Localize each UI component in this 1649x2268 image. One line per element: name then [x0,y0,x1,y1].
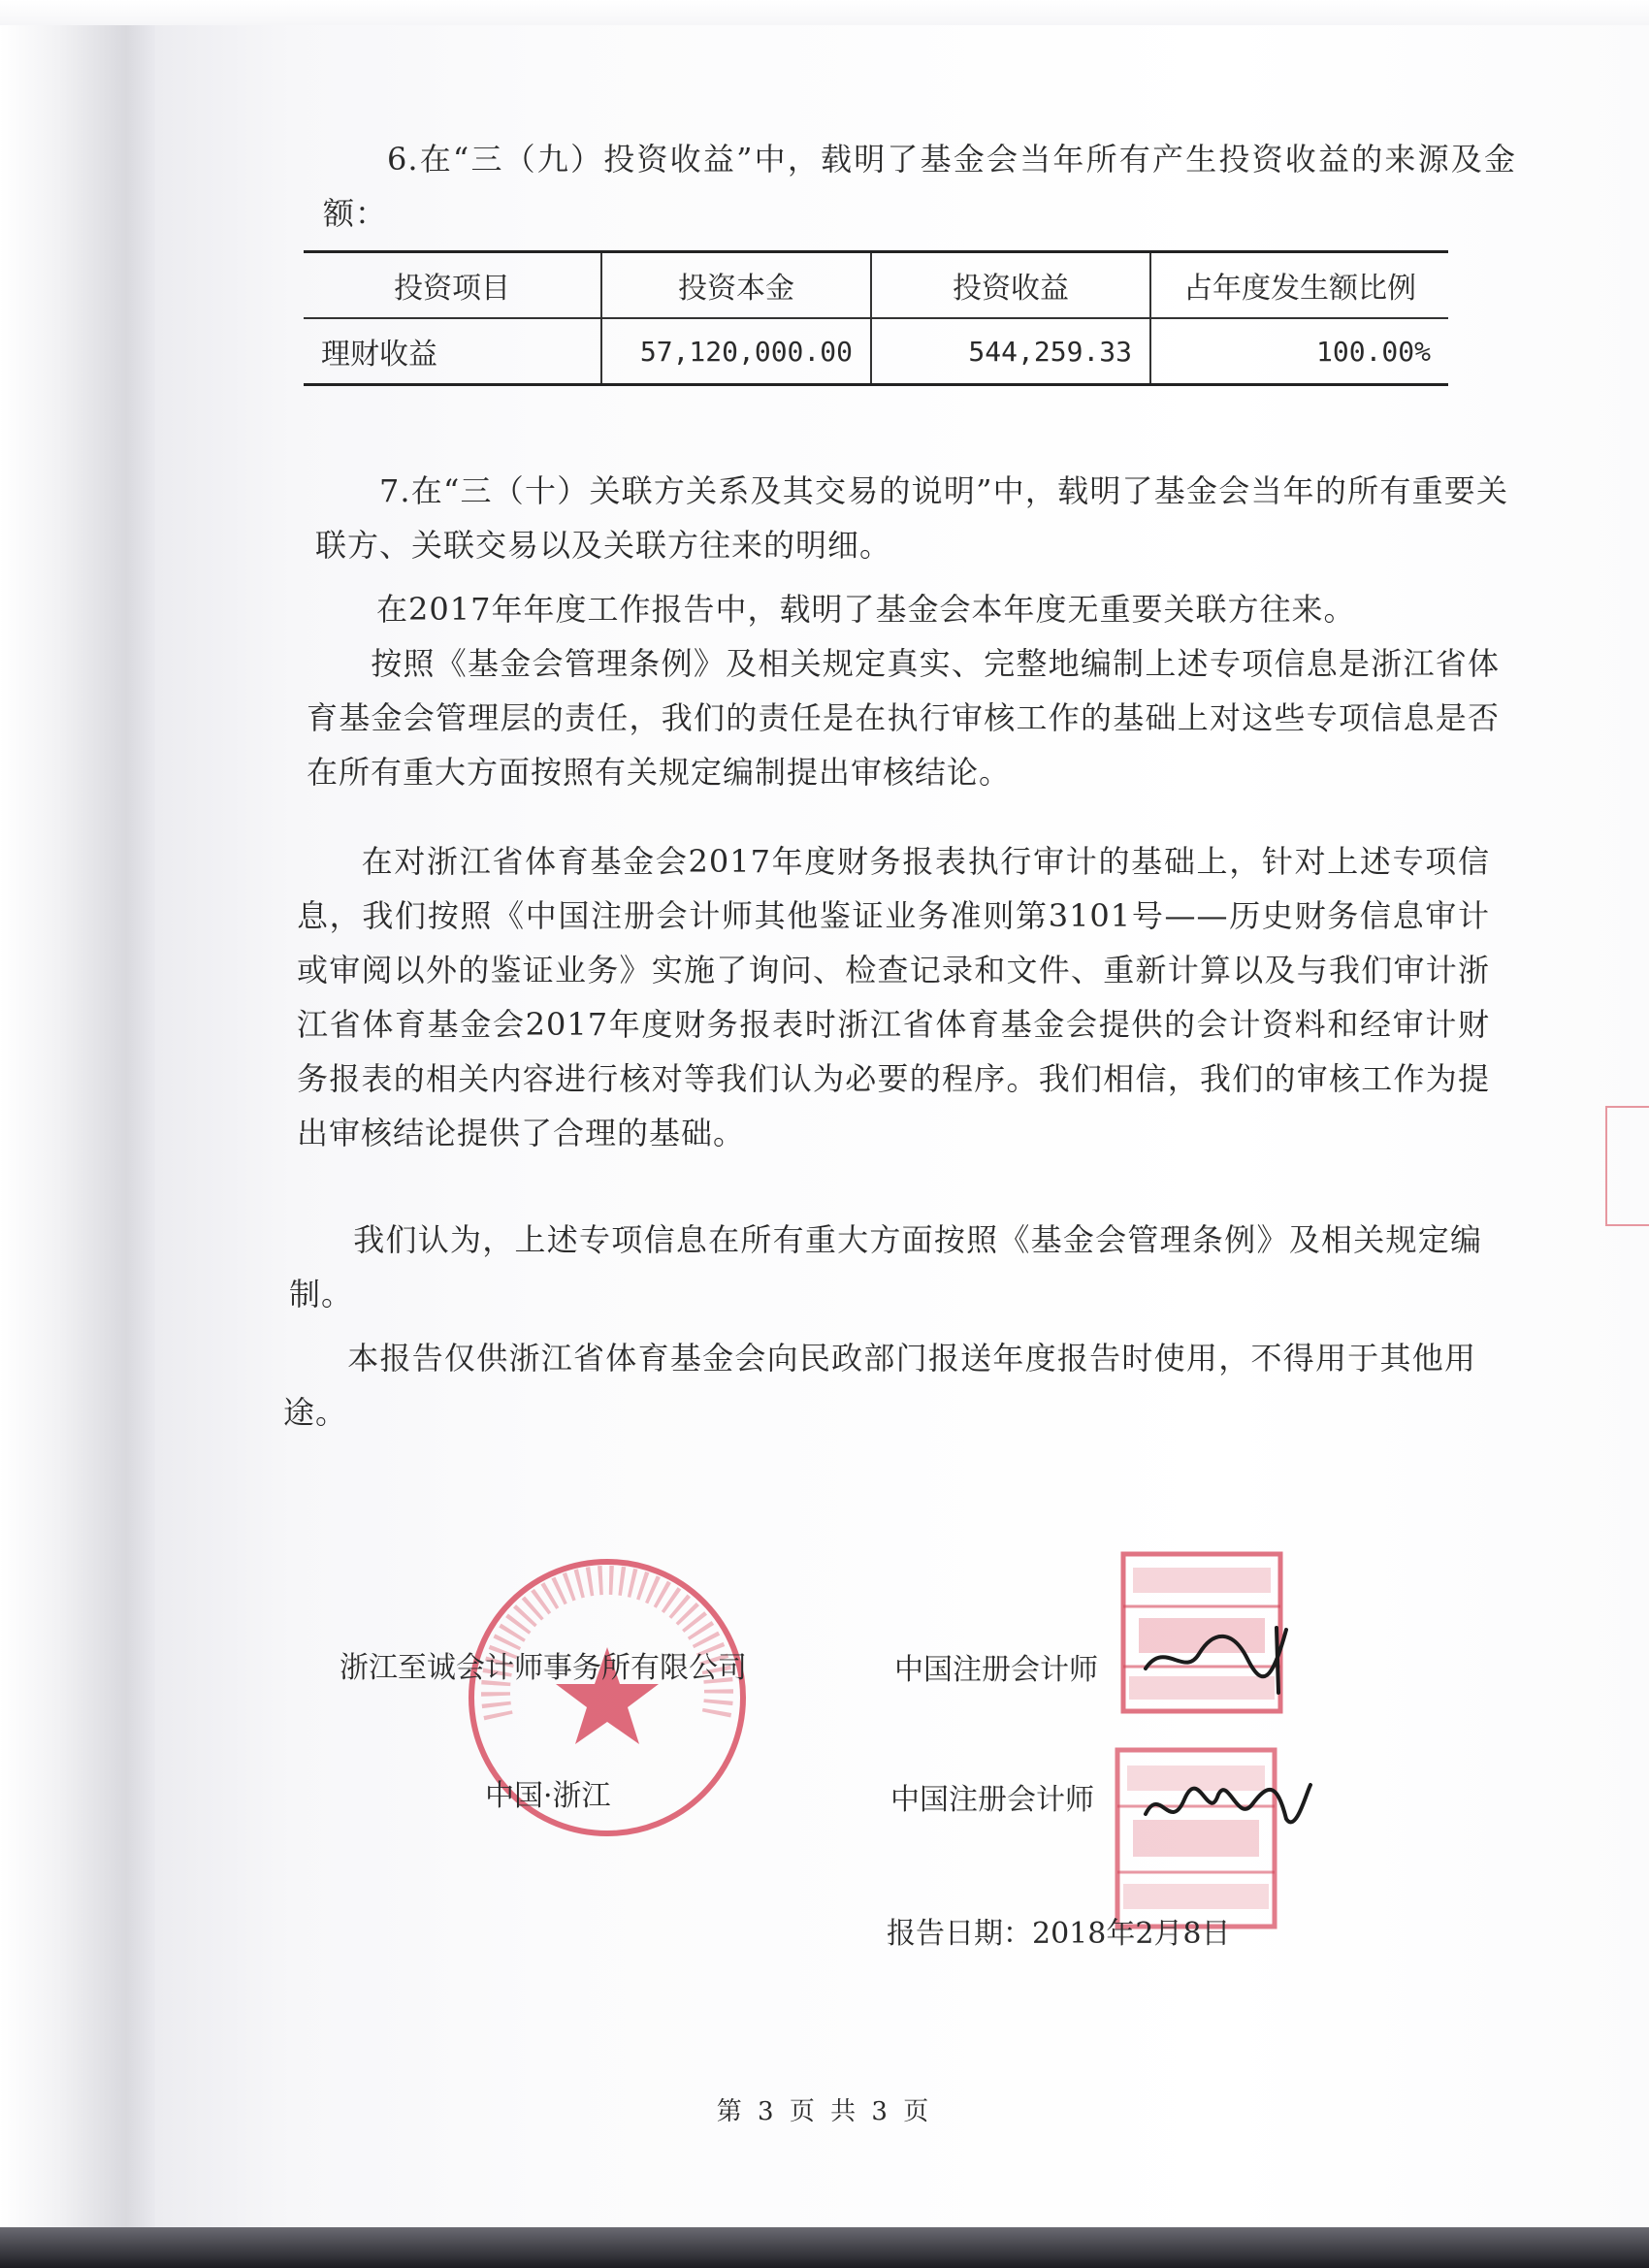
paragraph-report-note: 在2017年年度工作报告中，载明了基金会本年度无重要关联方往来。 [376,591,1356,628]
scan-bottom-edge [0,2227,1649,2268]
paragraph-usage: 本报告仅供浙江省体育基金会向民政部门报送年度报告时使用，不得用于其他用途。 [283,1340,1476,1431]
investment-income-table [304,250,1448,386]
scan-left-gutter [0,0,155,2268]
table-cell: 理财收益 [304,318,601,385]
cpa-label-1: 中国注册会计师 [894,1653,1098,1687]
table-header-cell: 投资项目 [304,252,601,319]
page-number: 第 3 页 共 3 页 [716,2097,933,2126]
report-date: 报告日期：2018年2月8日 [887,1917,1231,1951]
signature-cpa-2 [1141,1766,1315,1843]
paragraph-item6: 6.在“三（九）投资收益”中，载明了基金会当年所有产生投资收益的来源及金额： [323,141,1516,232]
table-cell: 544,259.33 [871,318,1150,385]
partial-side-stamp [1605,1106,1649,1226]
paragraph-item7: 7.在“三（十）关联方关系及其交易的说明”中，载明了基金会当年的所有重要关联方、关联交易以及关联方往来的明细。 [315,472,1508,564]
table-header-cell: 占年度发生额比例 [1150,252,1448,319]
table-row [304,318,1448,385]
firm-name: 浙江至诚会计师事务所有限公司 [340,1651,747,1685]
paragraph-procedures: 在对浙江省体育基金会2017年度财务报表执行审计的基础上，针对上述专项信息，我们按照《中国注册会计师其他鉴证业务准则第3101号——历史财务信息审计或审阅以外的鉴证业务》实施了询问、检查记录和文件、重新计算以及与我们审计浙江省体育基金会2017年度财务报表时浙江省体育基金会提供的会计资料和经审计财务报表的相关内容进行核对等我们认为必要的程序。我们相信，我们的审核工作为提出审核结论提供了合理的基础。 [297,843,1490,1151]
firm-location: 中国·浙江 [485,1779,611,1813]
scan-top-edge [0,0,1649,25]
signature-cpa-1 [1141,1610,1296,1698]
table-header-cell: 投资本金 [601,252,871,319]
paragraph-conclusion: 我们认为，上述专项信息在所有重大方面按照《基金会管理条例》及相关规定编制。 [289,1221,1482,1312]
cpa-label-2: 中国注册会计师 [890,1783,1094,1817]
table-header-cell: 投资收益 [871,252,1150,319]
table-header-row [304,252,1448,319]
paragraph-responsibility: 按照《基金会管理条例》及相关规定真实、完整地编制上述专项信息是浙江省体育基金会管理层的责任，我们的责任是在执行审核工作的基础上对这些专项信息是否在所有重大方面按照有关规定编制提出审核结论。 [307,645,1500,791]
table-cell: 57,120,000.00 [601,318,871,385]
table-cell: 100.00% [1150,318,1448,385]
